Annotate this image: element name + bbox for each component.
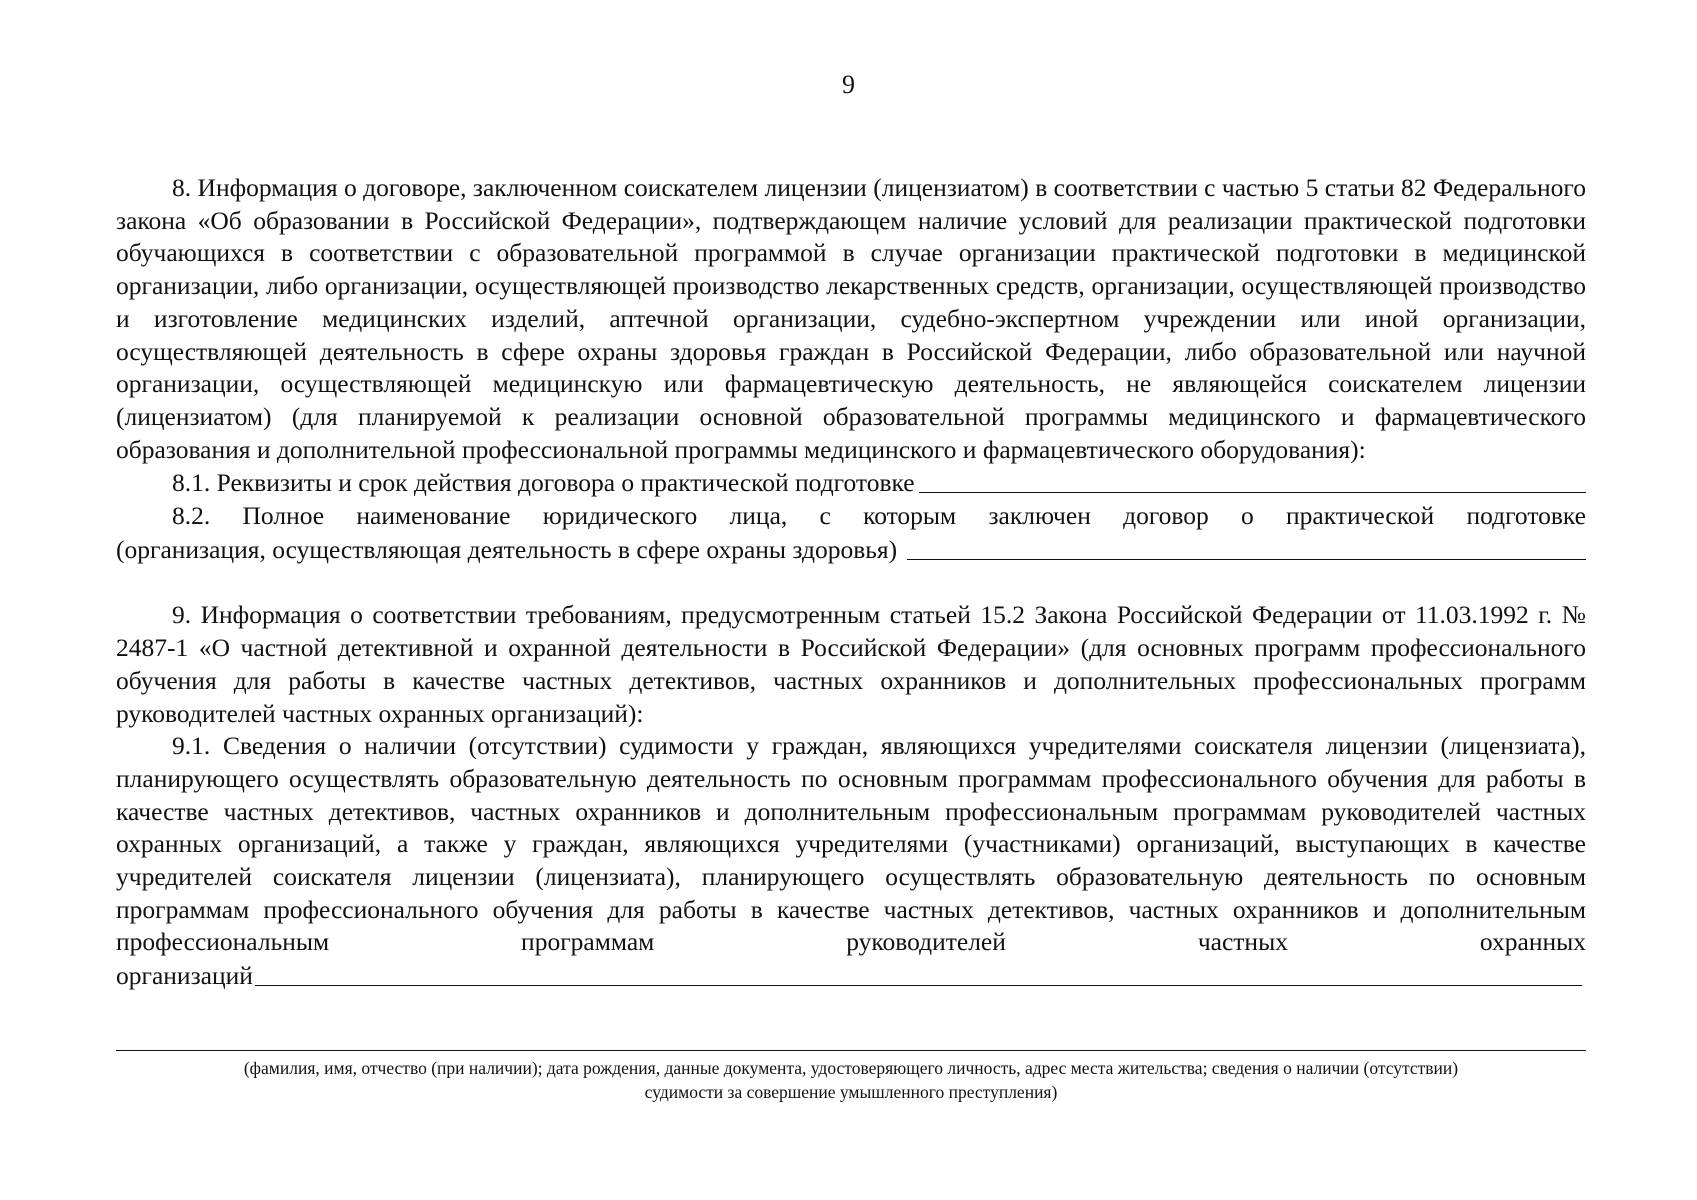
footnote-rule xyxy=(116,1050,1586,1051)
item-8-1-row xyxy=(116,466,1586,500)
item-8-2-row xyxy=(116,533,1586,567)
item-9-1-last-word: организаций xyxy=(116,961,253,991)
item-8-2-blank-line xyxy=(907,535,1586,560)
document-body xyxy=(116,172,1586,993)
item-9-1-row xyxy=(116,959,1586,993)
item-8-2-label-continued: (организация, осуществляющая деятельность в сфере охраны здоровья) xyxy=(116,534,898,564)
item-8-1-label: 8.1. Реквизиты и срок действия договора о практической подготовке xyxy=(172,468,915,498)
item-9-1-paragraph: 9.1. Сведения о наличии (отсутствии) судимости у граждан, являющихся учредителями соискателя лицензии (лицензиата), планирующего осуществлять образовательную деятельность по основным программам профессионального обучения для работы в качестве частных детективов, частных охранников и дополнительным профессиональным программам руководителей частных охранных организаций, а также у граждан, являющихся учредителями (участниками) организаций, выступающих в качестве учредителей соискателя лицензии (лицензиата), планирующего осуществлять образовательную деятельность по основным программам профессионального обучения для работы в качестве частных детективов, частных охранников и дополнительным профессиональным программам руководителей частных охранных xyxy=(116,731,1586,957)
section-9-paragraph: 9. Информация о соответствии требованиям, предусмотренным статьей 15.2 Закона Российской Федерации от 11.03.1992 г. № 2487-1 «О частной детективной и охранной деятельности в Российской Федерации» (для основных программ профессионального обучения для работы в качестве частных детективов, частных охранников и дополнительных профессиональных программ руководителей частных охранных организаций): xyxy=(116,600,1586,728)
item-8-2-label: 8.2. Полное наименование юридического лица, с которым заключен договор о практической подготовке xyxy=(172,501,1586,531)
page-number: 9 xyxy=(842,70,855,99)
item-9-1-blank-line xyxy=(255,961,1582,986)
footnote xyxy=(116,1056,1586,1104)
item-8-1-blank-line xyxy=(919,468,1586,493)
section-spacer xyxy=(116,566,1586,599)
footnote-line-1: (фамилия, имя, отчество (при наличии); дата рождения, данные документа, удостоверяющего личность, адрес места жительства; сведения о наличии (отсутствии) xyxy=(243,1058,1459,1078)
footnote-line-2: судимости за совершение умышленного преступления) xyxy=(644,1082,1058,1102)
section-8-paragraph: 8. Информация о договоре, заключенном соискателем лицензии (лицензиатом) в соответствии с частью 5 статьи 82 Федерального закона «Об образовании в Российской Федерации», подтверждающем наличие условий для реализации практической подготовки обучающихся в соответствии с образовательной программой в случае организации практической подготовки в медицинской организации, либо организации, осуществляющей производство лекарственных средств, организации, осуществляющей производство и изготовление медицинских изделий, аптечной организации, судебно-экспертном учреждении или иной организации, осуществляющей деятельность в сфере охраны здоровья граждан в Российской Федерации, либо образовательной или научной организации, осуществляющей медицинскую или фармацевтическую деятельность, не являющейся соискателем лицензии (лицензиатом) (для планируемой к реализации основной образовательной программы медицинского и фармацевтического образования и дополнительной профессиональной программы медицинского и фармацевтического оборудования): xyxy=(116,173,1586,464)
